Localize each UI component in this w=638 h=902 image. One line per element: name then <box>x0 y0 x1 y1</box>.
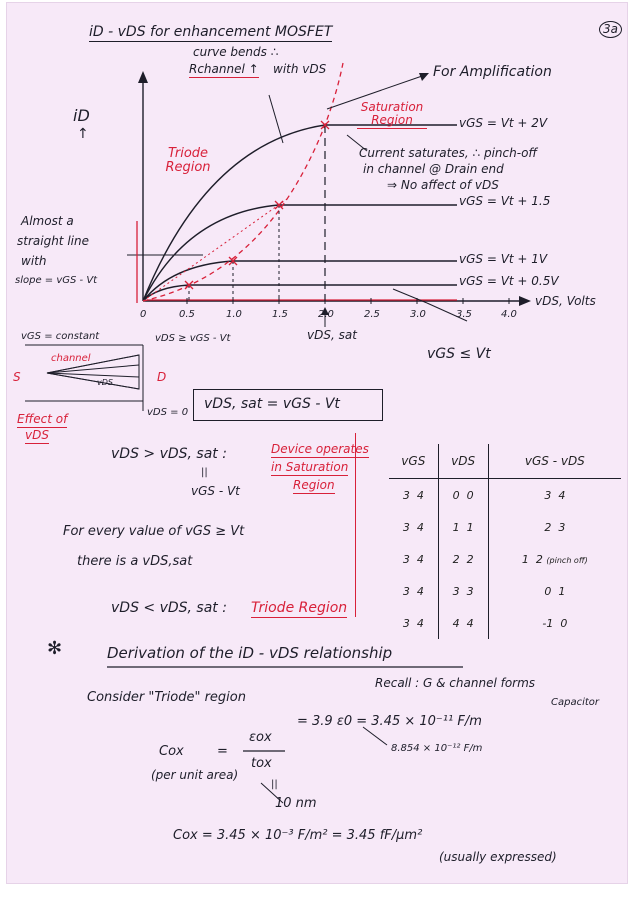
arrow-curve-bends <box>269 95 283 143</box>
table-cell-vgs-old: 3 <box>402 488 410 502</box>
table-cell-vds: 4 <box>466 616 474 630</box>
effect-of-label: Effect of <box>17 413 67 428</box>
table-cell-vds: 1 <box>466 520 474 534</box>
table-cell-diff: 2 <box>535 552 543 566</box>
table-cell-vgs-old: 3 <box>402 584 410 598</box>
tox-value: 10 nm <box>275 796 317 811</box>
x-tick-1-5: 1.5 <box>272 309 288 320</box>
device-operates-3: Region <box>293 479 335 494</box>
table-cell-vgs-old: 3 <box>402 552 410 566</box>
consider-triode: Consider "Triode" region <box>87 690 246 705</box>
table-cell-vgs-old: 3 <box>402 616 410 630</box>
table-cell-diff-old: 0 <box>544 584 552 598</box>
cox-result: Cox = 3.45 × 10⁻³ F/m² = 3.45 fF/μm² <box>173 828 423 843</box>
current-saturates-line2: in channel @ Drain end <box>363 162 504 176</box>
table-cell-diff-old: 3 <box>544 488 552 502</box>
every-value-line2: there is a vDS,sat <box>77 554 193 569</box>
sketch-vds-condition: vDS ≥ vGS - Vt <box>155 333 231 344</box>
table-cell-diff-old: 1 <box>521 552 529 566</box>
table-cell-vgs: 4 <box>416 552 424 566</box>
x-tick-2-5: 2.5 <box>364 309 380 320</box>
saturation-under: vGS - Vt <box>191 484 240 498</box>
x-tick-3-5: 3.5 <box>456 309 472 320</box>
saturation-condition: vDS > vDS, sat : <box>111 446 227 462</box>
table-header-vds: vDS <box>438 444 488 479</box>
table-cell-vds-old: 1 <box>452 520 460 534</box>
triode-condition: vDS < vDS, sat : <box>111 600 227 616</box>
title-note-rchannel: Rchannel ↑ <box>189 63 259 78</box>
straight-line-note-3: with <box>21 254 47 268</box>
capacitor-note: Capacitor <box>551 697 600 708</box>
star-icon: ✻ <box>47 638 63 659</box>
vds-sat-formula: vDS, sat = vGS - Vt <box>204 396 340 412</box>
per-unit-area: (per unit area) <box>151 768 239 782</box>
sketch-vgs-constant: vGS = constant <box>21 331 100 342</box>
table-header-row <box>389 444 621 479</box>
table-cell-pinchoff-note: (pinch off) <box>546 555 588 565</box>
y-axis-up-arrow: ↑ <box>77 126 89 142</box>
t-ox: tox <box>251 756 272 771</box>
table-row <box>389 575 621 607</box>
sketch-drain: D <box>157 370 167 384</box>
curve-label-1-5: vGS = Vt + 1.5 <box>459 194 551 208</box>
table-cell-vds: 2 <box>466 552 474 566</box>
table-cell-vds-old: 0 <box>452 488 460 502</box>
sketch-source: S <box>13 370 21 384</box>
x-tick-1-0: 1.0 <box>226 309 242 320</box>
saturation-region-label: Saturation Region <box>357 101 427 129</box>
curve-vgs-vt-0-5v <box>143 285 457 301</box>
table-cell-vgs: 4 <box>416 616 424 630</box>
table-row <box>389 511 621 543</box>
title-note-with-vds: with vDS <box>273 62 327 76</box>
table-cell-diff-old: -1 <box>542 616 554 630</box>
table-cell-vds: 0 <box>466 488 474 502</box>
table-cell-diff: 3 <box>558 520 566 534</box>
for-amplification-label: For Amplification <box>433 64 552 80</box>
table-row <box>389 607 621 639</box>
recall-note: Recall : G & channel forms <box>375 676 536 690</box>
current-saturates-line1: Current saturates, ∴ pinch-off <box>359 146 538 160</box>
triode-condition-result: Triode Region <box>251 601 347 618</box>
sketch-vds-zero: vDS = 0 <box>147 407 189 418</box>
x-tick-3-0: 3.0 <box>410 309 426 320</box>
table-cell-diff: 4 <box>558 488 566 502</box>
table-cell-vgs: 4 <box>416 520 424 534</box>
saturation-boundary <box>143 63 343 301</box>
eps0-pointer <box>363 727 387 745</box>
cutoff-label: vGS ≤ Vt <box>427 346 491 362</box>
derivation-heading: Derivation of the iD - vDS relationship <box>107 644 393 662</box>
table-cell-diff-old: 2 <box>544 520 552 534</box>
eps-value: = 3.9 ε0 = 3.45 × 10⁻¹¹ F/m <box>297 714 482 729</box>
straight-line-note-1: Almost a <box>21 214 74 228</box>
notebook-page <box>6 2 628 884</box>
x-axis-arrow <box>519 296 531 306</box>
curve-label-2v: vGS = Vt + 2V <box>459 116 548 130</box>
page-number: 3a <box>599 21 622 38</box>
vds-sat-label: vDS, sat <box>307 328 357 342</box>
straight-line-note-slope: slope = vGS - Vt <box>15 275 98 286</box>
y-axis-arrow <box>138 71 148 83</box>
straight-line-note-2: straight line <box>17 234 89 248</box>
usually-expressed: (usually expressed) <box>439 850 557 864</box>
every-value-line1: For every value of vGS ≥ Vt <box>63 524 245 539</box>
x-axis-label: vDS, Volts <box>535 294 596 308</box>
x-tick-4-0: 4.0 <box>501 309 517 320</box>
table-cell-vgs: 4 <box>416 584 424 598</box>
table-header-diff: vGS - vDS <box>488 444 621 479</box>
triode-region-label: Triode Region <box>165 146 211 176</box>
vgs-vds-table <box>389 444 621 639</box>
effect-of-vds: vDS <box>25 429 49 444</box>
table-cell-vds-old: 4 <box>452 616 460 630</box>
eps0-value: 8.854 × 10⁻¹² F/m <box>391 743 483 754</box>
sketch-vds-label: vDS <box>97 378 113 387</box>
table-row <box>389 543 621 575</box>
table-cell-vds-old: 2 <box>452 552 460 566</box>
table-cell-vgs: 4 <box>416 488 424 502</box>
y-axis-label: iD <box>73 106 90 125</box>
sketch-channel-label: channel <box>51 353 91 364</box>
cox-lhs: Cox <box>159 744 184 759</box>
table-cell-diff: 0 <box>560 616 568 630</box>
x-tick-0-5: 0.5 <box>179 309 195 320</box>
table-cell-vds-old: 3 <box>452 584 460 598</box>
table-red-divider <box>355 433 356 617</box>
x-tick-2-0: 2.0 <box>318 309 334 320</box>
no-affect-label: ⇒ No affect of vDS <box>387 178 499 192</box>
saturation-equals: || <box>201 467 208 478</box>
cox-equals: = <box>217 744 228 759</box>
vds-sat-formula-box <box>193 389 383 421</box>
device-operates-1: Device operates <box>271 443 369 458</box>
table-cell-diff: 1 <box>558 584 566 598</box>
eps-ox: εox <box>249 730 272 745</box>
curve-label-0-5v: vGS = Vt + 0.5V <box>459 274 559 288</box>
table-row <box>389 479 621 512</box>
table-cell-vds: 3 <box>466 584 474 598</box>
device-operates-2: in Saturation <box>271 461 348 476</box>
title-note-curve-bends: curve bends ∴ <box>193 45 279 59</box>
table-header-vgs: vGS <box>389 444 438 479</box>
table-cell-vgs-old: 3 <box>402 520 410 534</box>
curve-label-1v: vGS = Vt + 1V <box>459 252 548 266</box>
x-tick-0: 0 <box>140 309 147 320</box>
curve-vgs-vt-1v <box>143 261 457 301</box>
tox-equals: || <box>271 779 278 790</box>
page-title: iD - vDS for enhancement MOSFET <box>89 25 332 42</box>
